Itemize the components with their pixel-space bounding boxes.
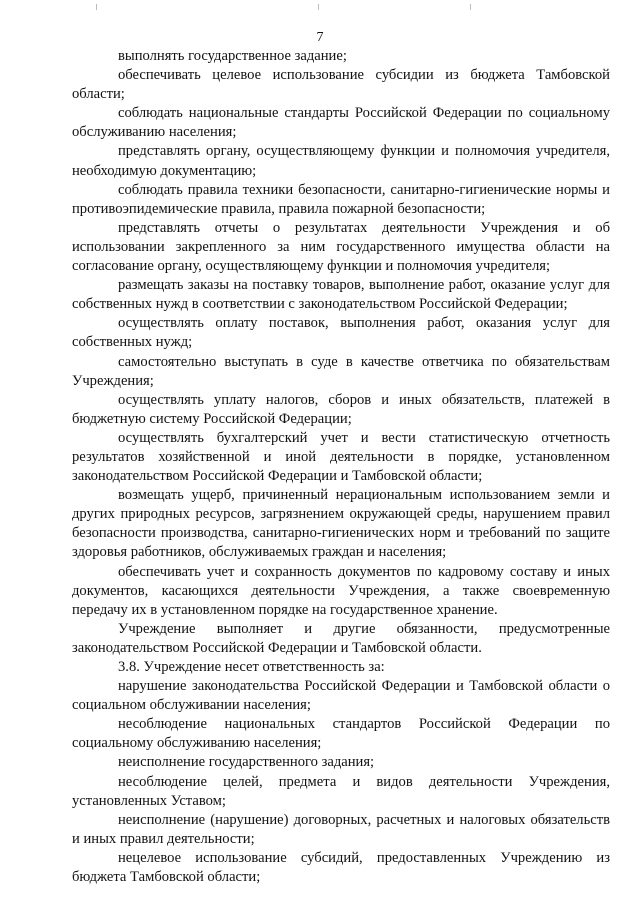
document-body — [72, 47, 610, 887]
paragraph: размещать заказы на поставку товаров, выполнение работ, оказание услуг для собственных нужд в соответствии с законодательством Российской Федерации; — [72, 277, 610, 313]
paragraph: несоблюдение целей, предмета и видов деятельности Учреждения, установленных Уставом; — [72, 773, 610, 809]
page-number: 7 — [316, 30, 324, 45]
paragraph: представлять отчеты о результатах деятельности Учреждения и об использовании закрепленного за ним государственного имущества области на согласование органу, осуществляющему функции и полномочия учредителя; — [72, 219, 610, 275]
paragraph: нецелевое использование субсидий, предоставленных Учреждению из бюджета Тамбовской области; — [72, 849, 610, 886]
scan-artifact — [470, 4, 471, 10]
scan-artifact — [318, 4, 319, 10]
paragraph: несоблюдение национальных стандартов Российской Федерации по социальному обслуживанию населения; — [72, 716, 610, 752]
paragraph: обеспечивать учет и сохранность документов по кадровому составу и иных документов, касающихся деятельности Учреждения, а также своевременную передачу их в установленном порядке на государственное хранение. — [72, 563, 610, 618]
scan-artifact — [96, 4, 97, 10]
paragraph: осуществлять оплату поставок, выполнения работ, оказания услуг для собственных нужд; — [72, 315, 610, 351]
paragraph: возмещать ущерб, причиненный нерациональным использованием земли и других природных ресурсов, загрязнением окружающей среды, нарушением правил безопасности производства, санитарно-гигиенических норм и требований по защите здоровья работников, обслуживаемых граждан и населения; — [72, 487, 610, 561]
paragraph: осуществлять бухгалтерский учет и вести статистическую отчетность результатов хозяйственной и иной деятельности в порядке, установленном законодательством Российской Федерации и Тамбовской области; — [72, 429, 610, 485]
section-heading: 3.8. Учреждение несет ответственность за: — [118, 659, 385, 675]
paragraph: обеспечивать целевое использование субсидии из бюджета Тамбовской области; — [72, 67, 610, 103]
paragraph: выполнять государственное задание; — [118, 48, 347, 64]
paragraph: неисполнение (нарушение) договорных, расчетных и налоговых обязательств и иных правил деятельности; — [72, 811, 610, 847]
paragraph: неисполнение государственного задания; — [118, 754, 375, 771]
paragraph: Учреждение выполняет и другие обязанности, предусмотренные законодательством Российской Федерации и Тамбовской области. — [72, 620, 610, 656]
paragraph: соблюдать правила техники безопасности, санитарно-гигиенические нормы и противоэпидемические правила, правила пожарной безопасности; — [72, 181, 610, 217]
paragraph: нарушение законодательства Российской Федерации и Тамбовской области о социальном обслуживании населения; — [72, 678, 610, 714]
paragraph: самостоятельно выступать в суде в качестве ответчика по обязательствам Учреждения; — [72, 353, 610, 389]
paragraph: осуществлять уплату налогов, сборов и иных обязательств, платежей в бюджетную систему Российской Федерации; — [72, 391, 610, 427]
paragraph: представлять органу, осуществляющему функции и полномочия учредителя, необходимую документацию; — [72, 143, 610, 179]
paragraph: соблюдать национальные стандарты Российской Федерации по социальному обслуживанию населения; — [72, 105, 610, 141]
